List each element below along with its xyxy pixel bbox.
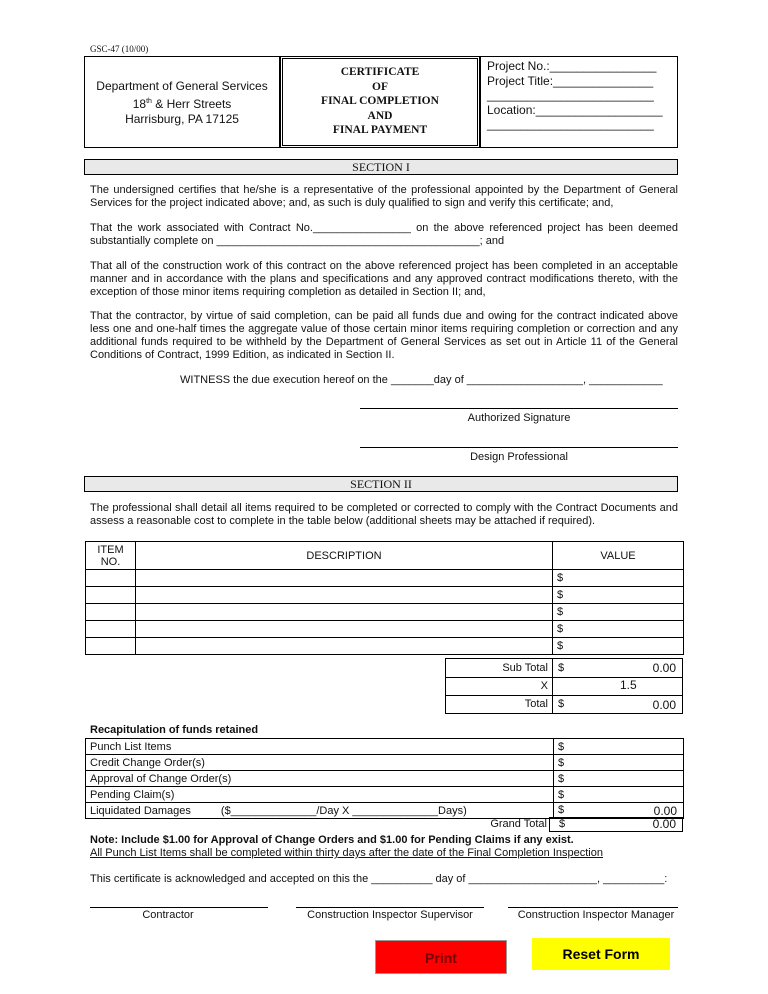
col-header-value: VALUE [553, 542, 684, 570]
supervisor-label: Construction Inspector Supervisor [307, 909, 473, 921]
project-info-box [480, 56, 678, 148]
section-1-para-2[interactable]: That the work associated with Contract No.________________ on the above referenced project has been deemed substantially complete on ___________________________________________; and [90, 222, 678, 247]
value-cell[interactable]: $ [553, 570, 684, 587]
total-label: Total [524, 698, 548, 710]
total-value[interactable]: 0.00 [652, 698, 676, 712]
table-row [86, 621, 684, 638]
table-row [86, 570, 684, 587]
recap-row [86, 771, 684, 787]
item-no-cell[interactable] [86, 604, 136, 621]
multiplier-label: X [540, 680, 548, 692]
liquidated-damages-cell[interactable]: Liquidated Damages ($______________/Day X ______________Days) [86, 803, 554, 819]
project-title-field-2[interactable]: _________________________ [487, 88, 654, 102]
total-dollar: $ [558, 698, 565, 710]
recap-row [86, 787, 684, 803]
recap-value[interactable]: $ [554, 787, 684, 803]
reset-form-button[interactable]: Reset Form [532, 938, 670, 970]
witness-line[interactable]: WITNESS the due execution hereof on the _______day of ___________________, ____________ [180, 374, 663, 386]
recap-value[interactable]: $ [554, 739, 684, 755]
print-button[interactable]: Print [375, 940, 507, 974]
authorized-signature-line[interactable] [360, 408, 678, 409]
department-box [84, 56, 280, 148]
section-1-para-3: That all of the construction work of this contract on the above referenced project has been completed in an acceptable manner and in accordance with the plans and specifications and any approved contract modifications thereto, with the exception of those minor items requiring completion as detailed in Section II; and, [90, 260, 678, 298]
item-no-cell[interactable] [86, 621, 136, 638]
recap-value[interactable]: $ [554, 771, 684, 787]
dept-city: Harrisburg, PA 17125 [125, 112, 239, 126]
form-id: GSC-47 (10/00) [90, 44, 149, 54]
col-header-description: DESCRIPTION [136, 542, 553, 570]
table-row [86, 604, 684, 621]
col-header-item: ITEM NO. [86, 542, 136, 570]
items-table [85, 541, 684, 655]
value-cell[interactable]: $ [553, 587, 684, 604]
section-1-header: SECTION I [84, 159, 678, 175]
item-no-cell[interactable] [86, 638, 136, 655]
note-change-orders: Note: Include $1.00 for Approval of Change Orders and $1.00 for Pending Claims if any exist. [90, 834, 574, 846]
recap-title: Recapitulation of funds retained [90, 724, 259, 736]
location-field-2[interactable]: _________________________ [487, 117, 654, 131]
note-punch-list: All Punch List Items shall be completed within thirty days after the date of the Final Completion Inspection [90, 847, 603, 859]
item-no-cell[interactable] [86, 570, 136, 587]
subtotal-dollar: $ [558, 662, 565, 674]
table-row [86, 587, 684, 604]
design-professional-line[interactable] [360, 447, 678, 448]
multiplier-value: 1.5 [620, 678, 637, 692]
recap-label: Pending Claim(s) [86, 787, 554, 803]
description-cell[interactable] [136, 604, 553, 621]
totals-box [445, 658, 683, 714]
recap-row [86, 739, 684, 755]
recap-label: Credit Change Order(s) [86, 755, 554, 771]
dept-name: Department of General Services [96, 79, 268, 93]
description-cell[interactable] [136, 587, 553, 604]
project-title-field[interactable]: Project Title:_______________ [487, 73, 654, 88]
value-cell[interactable]: $ [553, 604, 684, 621]
description-cell[interactable] [136, 621, 553, 638]
manager-signature-line[interactable] [508, 907, 678, 908]
authorized-signature-label: Authorized Signature [467, 412, 571, 424]
grand-total-value[interactable]: 0.00 [652, 817, 676, 831]
liquidated-damages-value[interactable]: $ 0.00 [554, 803, 684, 819]
supervisor-signature-line[interactable] [296, 907, 484, 908]
recap-label: Approval of Change Order(s) [86, 771, 554, 787]
value-cell[interactable]: $ [553, 621, 684, 638]
recap-value[interactable]: $ [554, 755, 684, 771]
recap-row [86, 755, 684, 771]
description-cell[interactable] [136, 638, 553, 655]
table-row [86, 638, 684, 655]
recap-table [85, 738, 684, 819]
dept-street: 18th & Herr Streets [132, 97, 232, 111]
value-cell[interactable]: $ [553, 638, 684, 655]
section-1-para-1: The undersigned certifies that he/she is a representative of the professional appointed by the Department of General Services for the project indicated above; and, as such is duly qualified to sign and verify this certificate; and, [90, 184, 678, 209]
subtotal-label: Sub Total [502, 662, 548, 674]
acknowledgement-line[interactable]: This certificate is acknowledged and accepted on this the __________ day of _____________________, __________: [90, 873, 668, 885]
design-professional-label: Design Professional [470, 451, 568, 463]
section-2-header: SECTION II [84, 476, 678, 492]
description-cell[interactable] [136, 570, 553, 587]
recap-label: Punch List Items [86, 739, 554, 755]
manager-label: Construction Inspector Manager [517, 909, 675, 921]
subtotal-value[interactable]: 0.00 [652, 661, 676, 675]
certificate-title-box [280, 56, 480, 148]
certificate-title: CERTIFICATE OF FINAL COMPLETION AND FINAL PAYMENT [321, 66, 439, 136]
location-field[interactable]: Location:___________________ [487, 102, 663, 117]
project-no-field[interactable]: Project No.:________________ [487, 59, 657, 73]
section-1-para-4: That the contractor, by virtue of said completion, can be paid all funds due and owing for the contract indicated above less one and one-half times the aggregate value of those certain minor items requiring completion or correction and any additional funds required to be withheld by the Department of General Services as set out in Article 11 of the General Conditions of Contract, 1999 Edition, as indicated in Section II. [90, 310, 678, 361]
item-no-cell[interactable] [86, 587, 136, 604]
contractor-signature-line[interactable] [90, 907, 268, 908]
grand-total-cell: $ 0.00 [549, 817, 683, 832]
section-2-intro: The professional shall detail all items required to be completed or corrected to comply with the Contract Documents and assess a reasonable cost to complete in the table below (additional sheets may be attached if required). [90, 502, 678, 527]
contractor-label: Contractor [142, 909, 194, 921]
grand-total-label: Grand Total [490, 818, 547, 830]
